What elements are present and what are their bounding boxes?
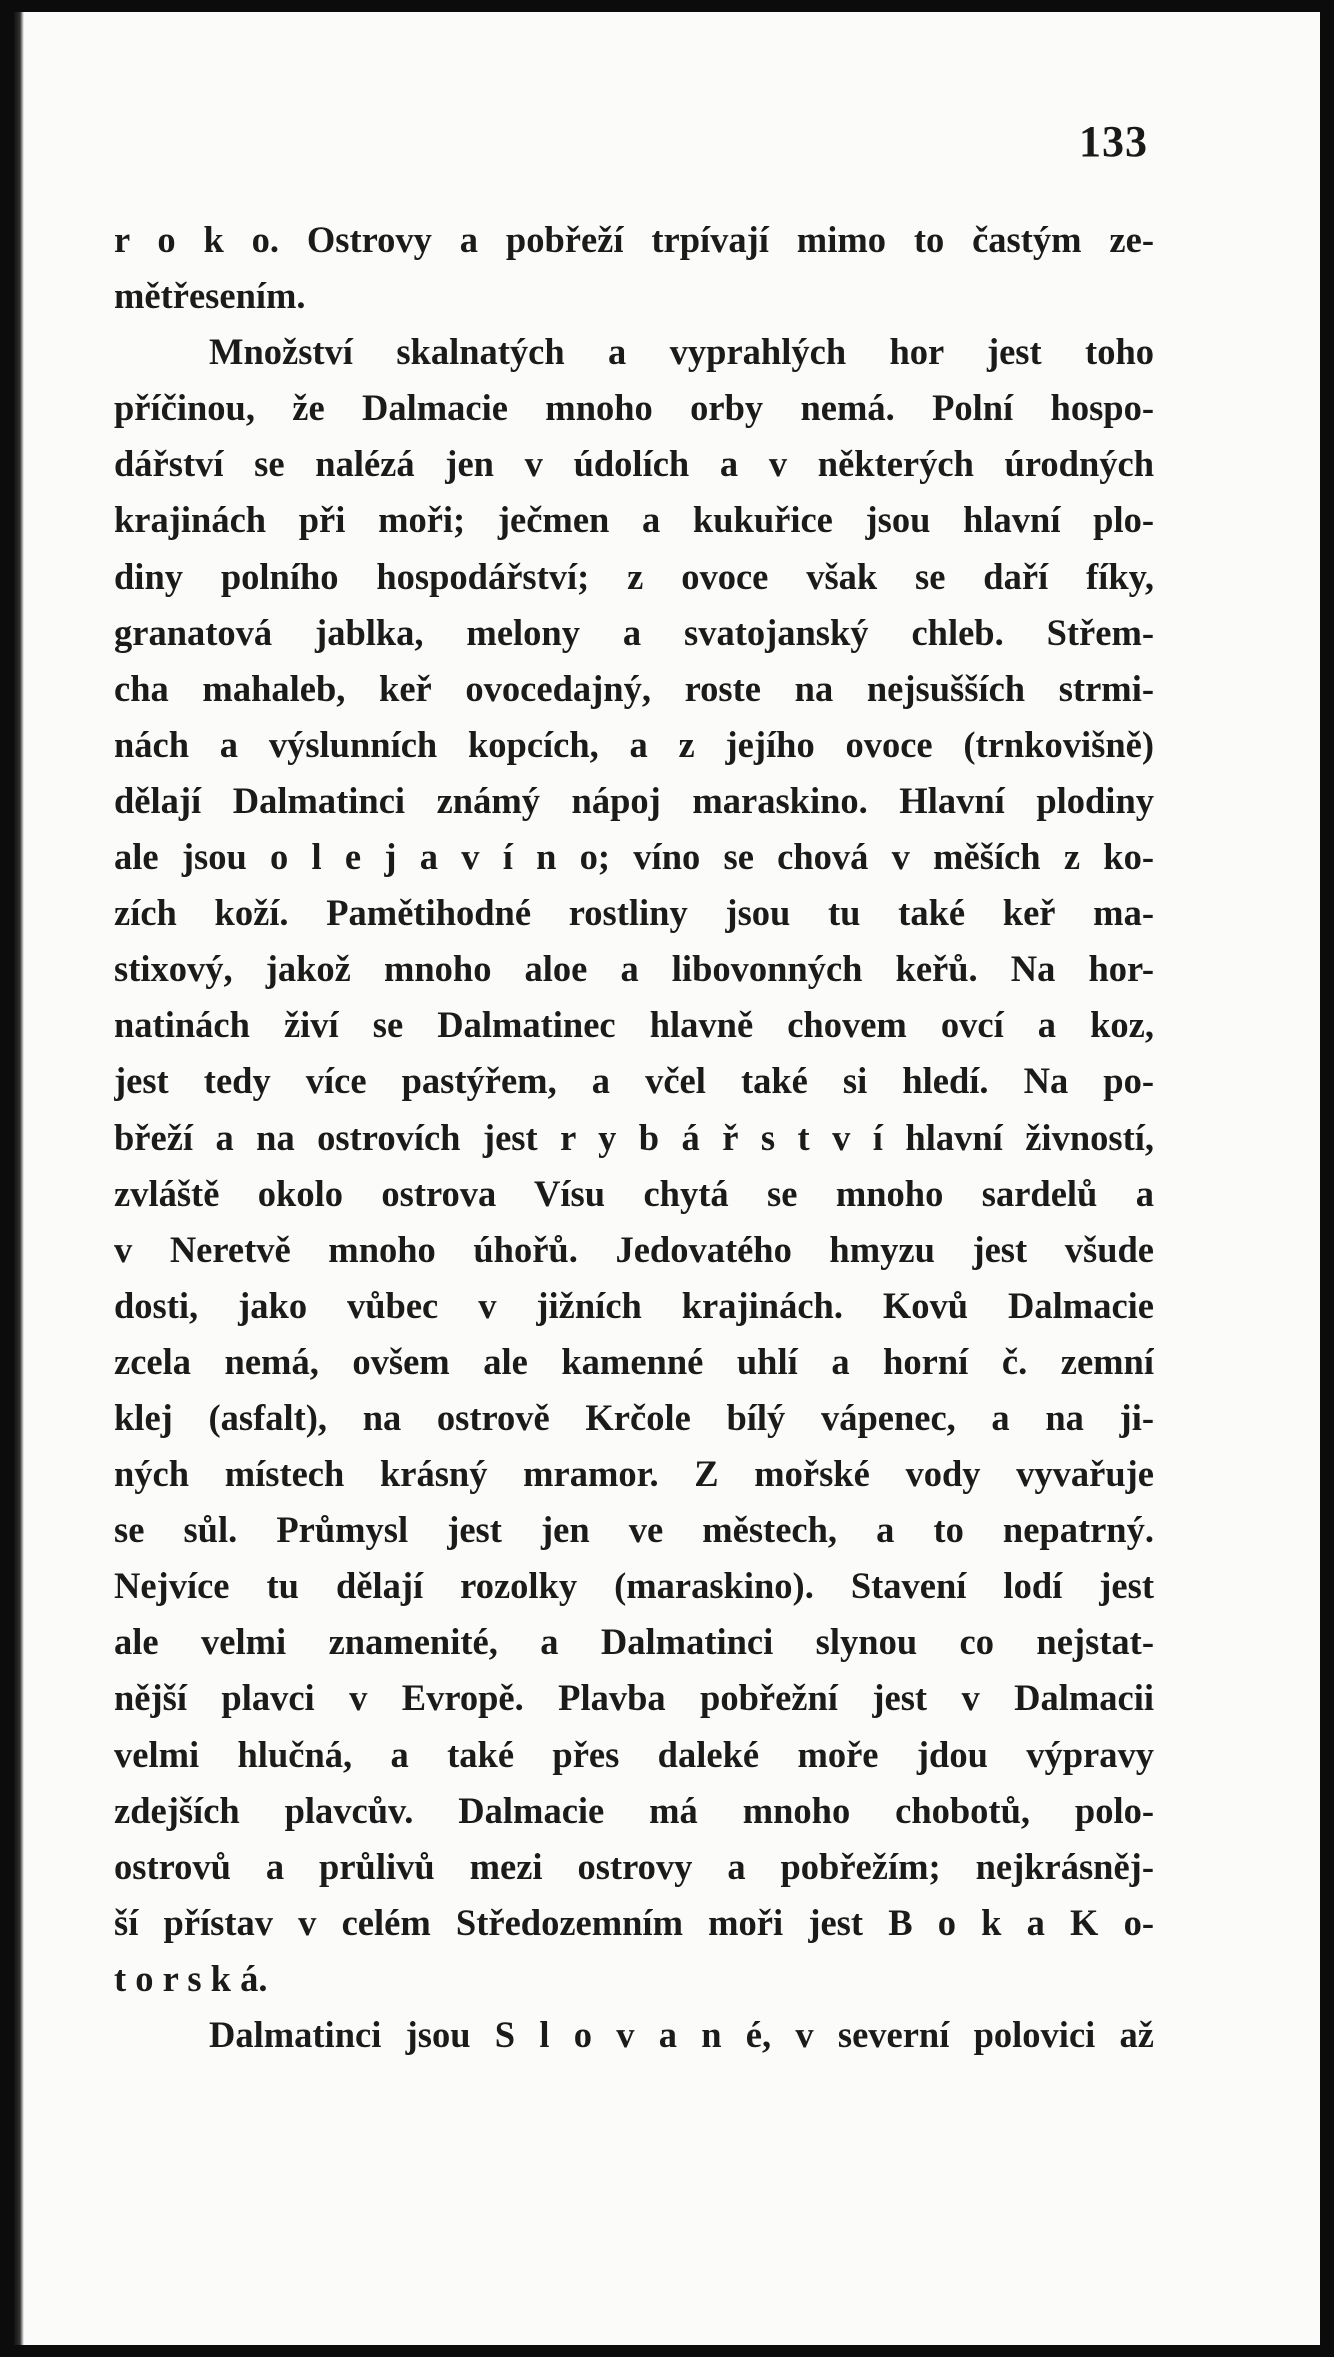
text-line: dělají Dalmatinci známý nápoj maraskino. Hlavní plodiny	[114, 779, 1154, 821]
text-line: Množství skalnatých a vyprahlých hor jest toho	[209, 331, 1154, 373]
text-line: stixový, jakož mnoho aloe a libovonných keřů. Na hor-	[114, 948, 1154, 990]
page-edge-shadow	[14, 12, 24, 2345]
text-line: cha mahaleb, keř ovocedajný, roste na nejsušších strmi-	[114, 667, 1154, 709]
text-line: jest tedy více pastýřem, a včel také si hledí. Na po-	[114, 1060, 1154, 1102]
text-line: mětřesením.	[114, 275, 306, 317]
text-line: dářství se nalézá jen v údolích a v některých úrodných	[114, 443, 1154, 485]
text-line: zdejších plavcův. Dalmacie má mnoho chobotů, polo-	[114, 1789, 1154, 1831]
text-line: diny polního hospodářství; z ovoce však se daří fíky,	[114, 555, 1154, 597]
text-line: natinách živí se Dalmatinec hlavně chovem ovcí a koz,	[114, 1004, 1154, 1046]
text-line: nější plavci v Evropě. Plavba pobřežní jest v Dalmacii	[114, 1677, 1154, 1719]
text-line: nách a výslunních kopcích, a z jejího ovoce (trnkovišně)	[114, 723, 1154, 765]
text-line: ostrovů a průlivů mezi ostrovy a pobřežím; nejkrásněj-	[114, 1845, 1154, 1887]
text-line: r o k o. Ostrovy a pobřeží trpívají mimo to častým ze-	[114, 219, 1154, 260]
text-line: ale velmi znamenité, a Dalmatinci slynou co nejstat-	[114, 1621, 1154, 1663]
text-line: zvláště okolo ostrova Vísu chytá se mnoho sardelů a	[114, 1172, 1154, 1214]
text-line: se sůl. Průmysl jest jen ve městech, a to nepatrný.	[114, 1509, 1154, 1551]
text-line: velmi hlučná, a také přes daleké moře jdou výpravy	[114, 1733, 1154, 1775]
text-line: Dalmatinci jsou S l o v a n é, v severní polovici až	[209, 2014, 1154, 2055]
text-line: příčinou, že Dalmacie mnoho orby nemá. Polní hospo-	[114, 387, 1154, 429]
text-line: v Neretvě mnoho úhořů. Jedovatého hmyzu jest všude	[114, 1228, 1154, 1270]
text-line: zcela nemá, ovšem ale kamenné uhlí a horní č. zemní	[114, 1340, 1154, 1382]
text-line: ší přístav v celém Středozemním moři jest B o k a K o-	[114, 1901, 1154, 1943]
text-line: t o r s k á.	[114, 1957, 268, 1999]
text-line: ale jsou o l e j a v í n o; víno se chová v měších z ko-	[114, 836, 1154, 878]
text-line: zích koží. Pamětihodné rostliny jsou tu také keř ma-	[114, 892, 1154, 934]
text-line: Nejvíce tu dělají rozolky (maraskino). Stavení lodí jest	[114, 1565, 1154, 1607]
text-line: dosti, jako vůbec v jižních krajinách. Kovů Dalmacie	[114, 1284, 1154, 1326]
book-page	[14, 12, 1320, 2345]
text-line: ných místech krásný mramor. Z mořské vody vyvařuje	[114, 1453, 1154, 1495]
text-line: břeží a na ostrovích jest r y b á ř s t v í hlavní živností,	[114, 1116, 1154, 1158]
text-line: krajinách při moři; ječmen a kukuřice jsou hlavní plo-	[114, 499, 1154, 541]
text-line: granatová jablka, melony a svatojanský chleb. Střem-	[114, 611, 1154, 653]
text-line: klej (asfalt), na ostrově Krčole bílý vápenec, a na ji-	[114, 1396, 1154, 1438]
body-text	[114, 212, 1154, 2063]
page-number: 133	[1079, 117, 1148, 166]
